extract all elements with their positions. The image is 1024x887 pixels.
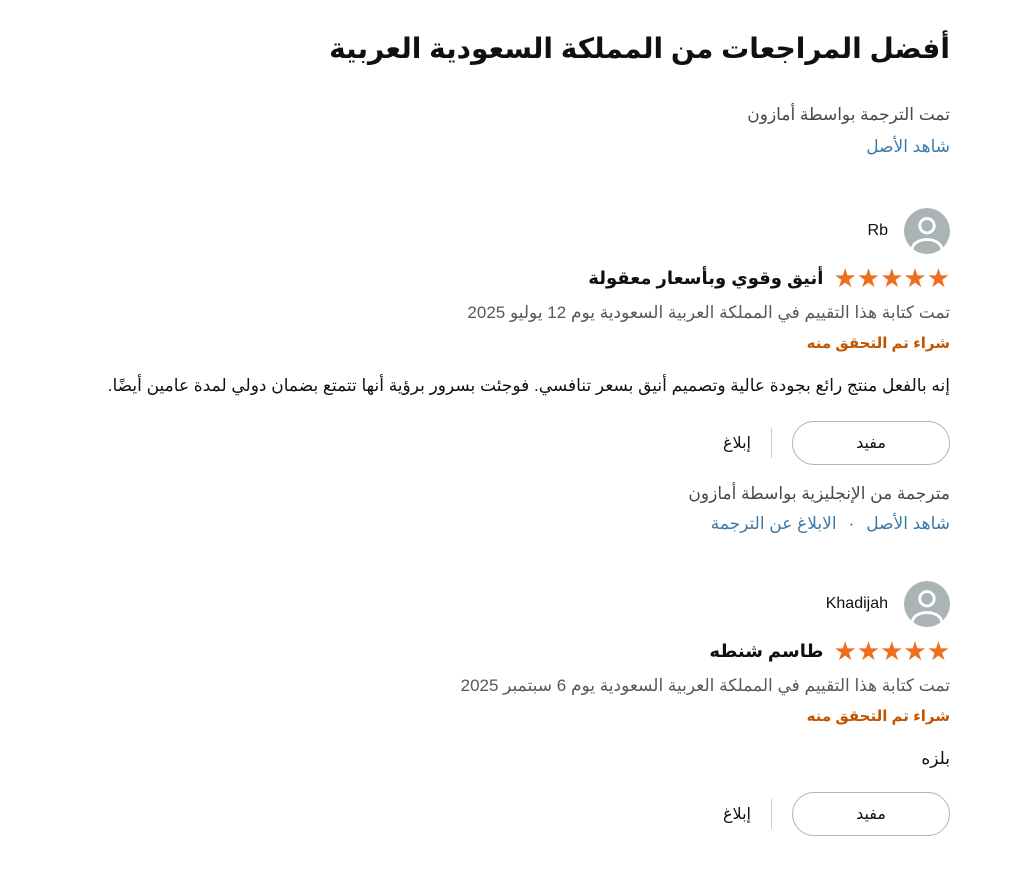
review-body: بلزه <box>921 748 950 768</box>
verified-purchase-badge: شراء تم التحقق منه <box>806 708 950 726</box>
star-rating-icon: ★★★★★ <box>833 636 950 667</box>
user-avatar-icon[interactable] <box>904 208 950 254</box>
review-card <box>20 208 950 535</box>
user-avatar-icon[interactable] <box>904 581 950 627</box>
page-title: أفضل المراجعات من المملكة السعودية العربية <box>329 33 950 64</box>
report-link[interactable]: إبلاغ <box>723 805 751 823</box>
see-original-review-link[interactable]: شاهد الأصل <box>866 513 950 533</box>
helpful-button[interactable]: مفيد <box>792 421 950 465</box>
reviewer-profile[interactable] <box>20 581 950 627</box>
verified-purchase-badge: شراء تم التحقق منه <box>806 335 950 353</box>
helpful-button[interactable]: مفيد <box>792 792 950 836</box>
rating-row <box>20 263 950 294</box>
actions-divider <box>771 799 772 829</box>
reviewer-name[interactable]: Rb <box>867 221 888 239</box>
review-card <box>20 581 950 836</box>
see-original-link[interactable]: شاهد الأصل <box>866 136 950 156</box>
reviewer-profile[interactable] <box>20 208 950 254</box>
translated-from-label: مترجمة من الإنجليزية بواسطة أمازون <box>688 483 950 503</box>
review-actions <box>20 792 950 836</box>
dot-separator: · <box>848 513 855 533</box>
translation-links <box>20 513 950 535</box>
review-title[interactable]: طاسم شنطه <box>709 641 824 662</box>
review-actions <box>20 421 950 465</box>
report-link[interactable]: إبلاغ <box>723 434 751 452</box>
reviewer-name[interactable]: Khadijah <box>825 594 888 612</box>
report-translation-link[interactable]: الابلاغ عن الترجمة <box>710 513 837 533</box>
review-date-location: تمت كتابة هذا التقييم في المملكة العربية السعودية يوم 6 سبتمبر 2025 <box>460 675 950 695</box>
review-title[interactable]: أنيق وقوي وبأسعار معقولة <box>588 268 824 289</box>
actions-divider <box>771 428 772 458</box>
review-date-location: تمت كتابة هذا التقييم في المملكة العربية السعودية يوم 12 يوليو 2025 <box>467 302 950 322</box>
translated-by-amazon-label: تمت الترجمة بواسطة أمازون <box>747 104 950 124</box>
rating-row <box>20 636 950 667</box>
review-body: إنه بالفعل منتج رائع بجودة عالية وتصميم أنيق بسعر تنافسي. فوجئت بسرور برؤية أنها تتمتع بضمان دولي لمدة عامين أيضًا. <box>107 375 950 395</box>
star-rating-icon: ★★★★★ <box>833 263 950 294</box>
